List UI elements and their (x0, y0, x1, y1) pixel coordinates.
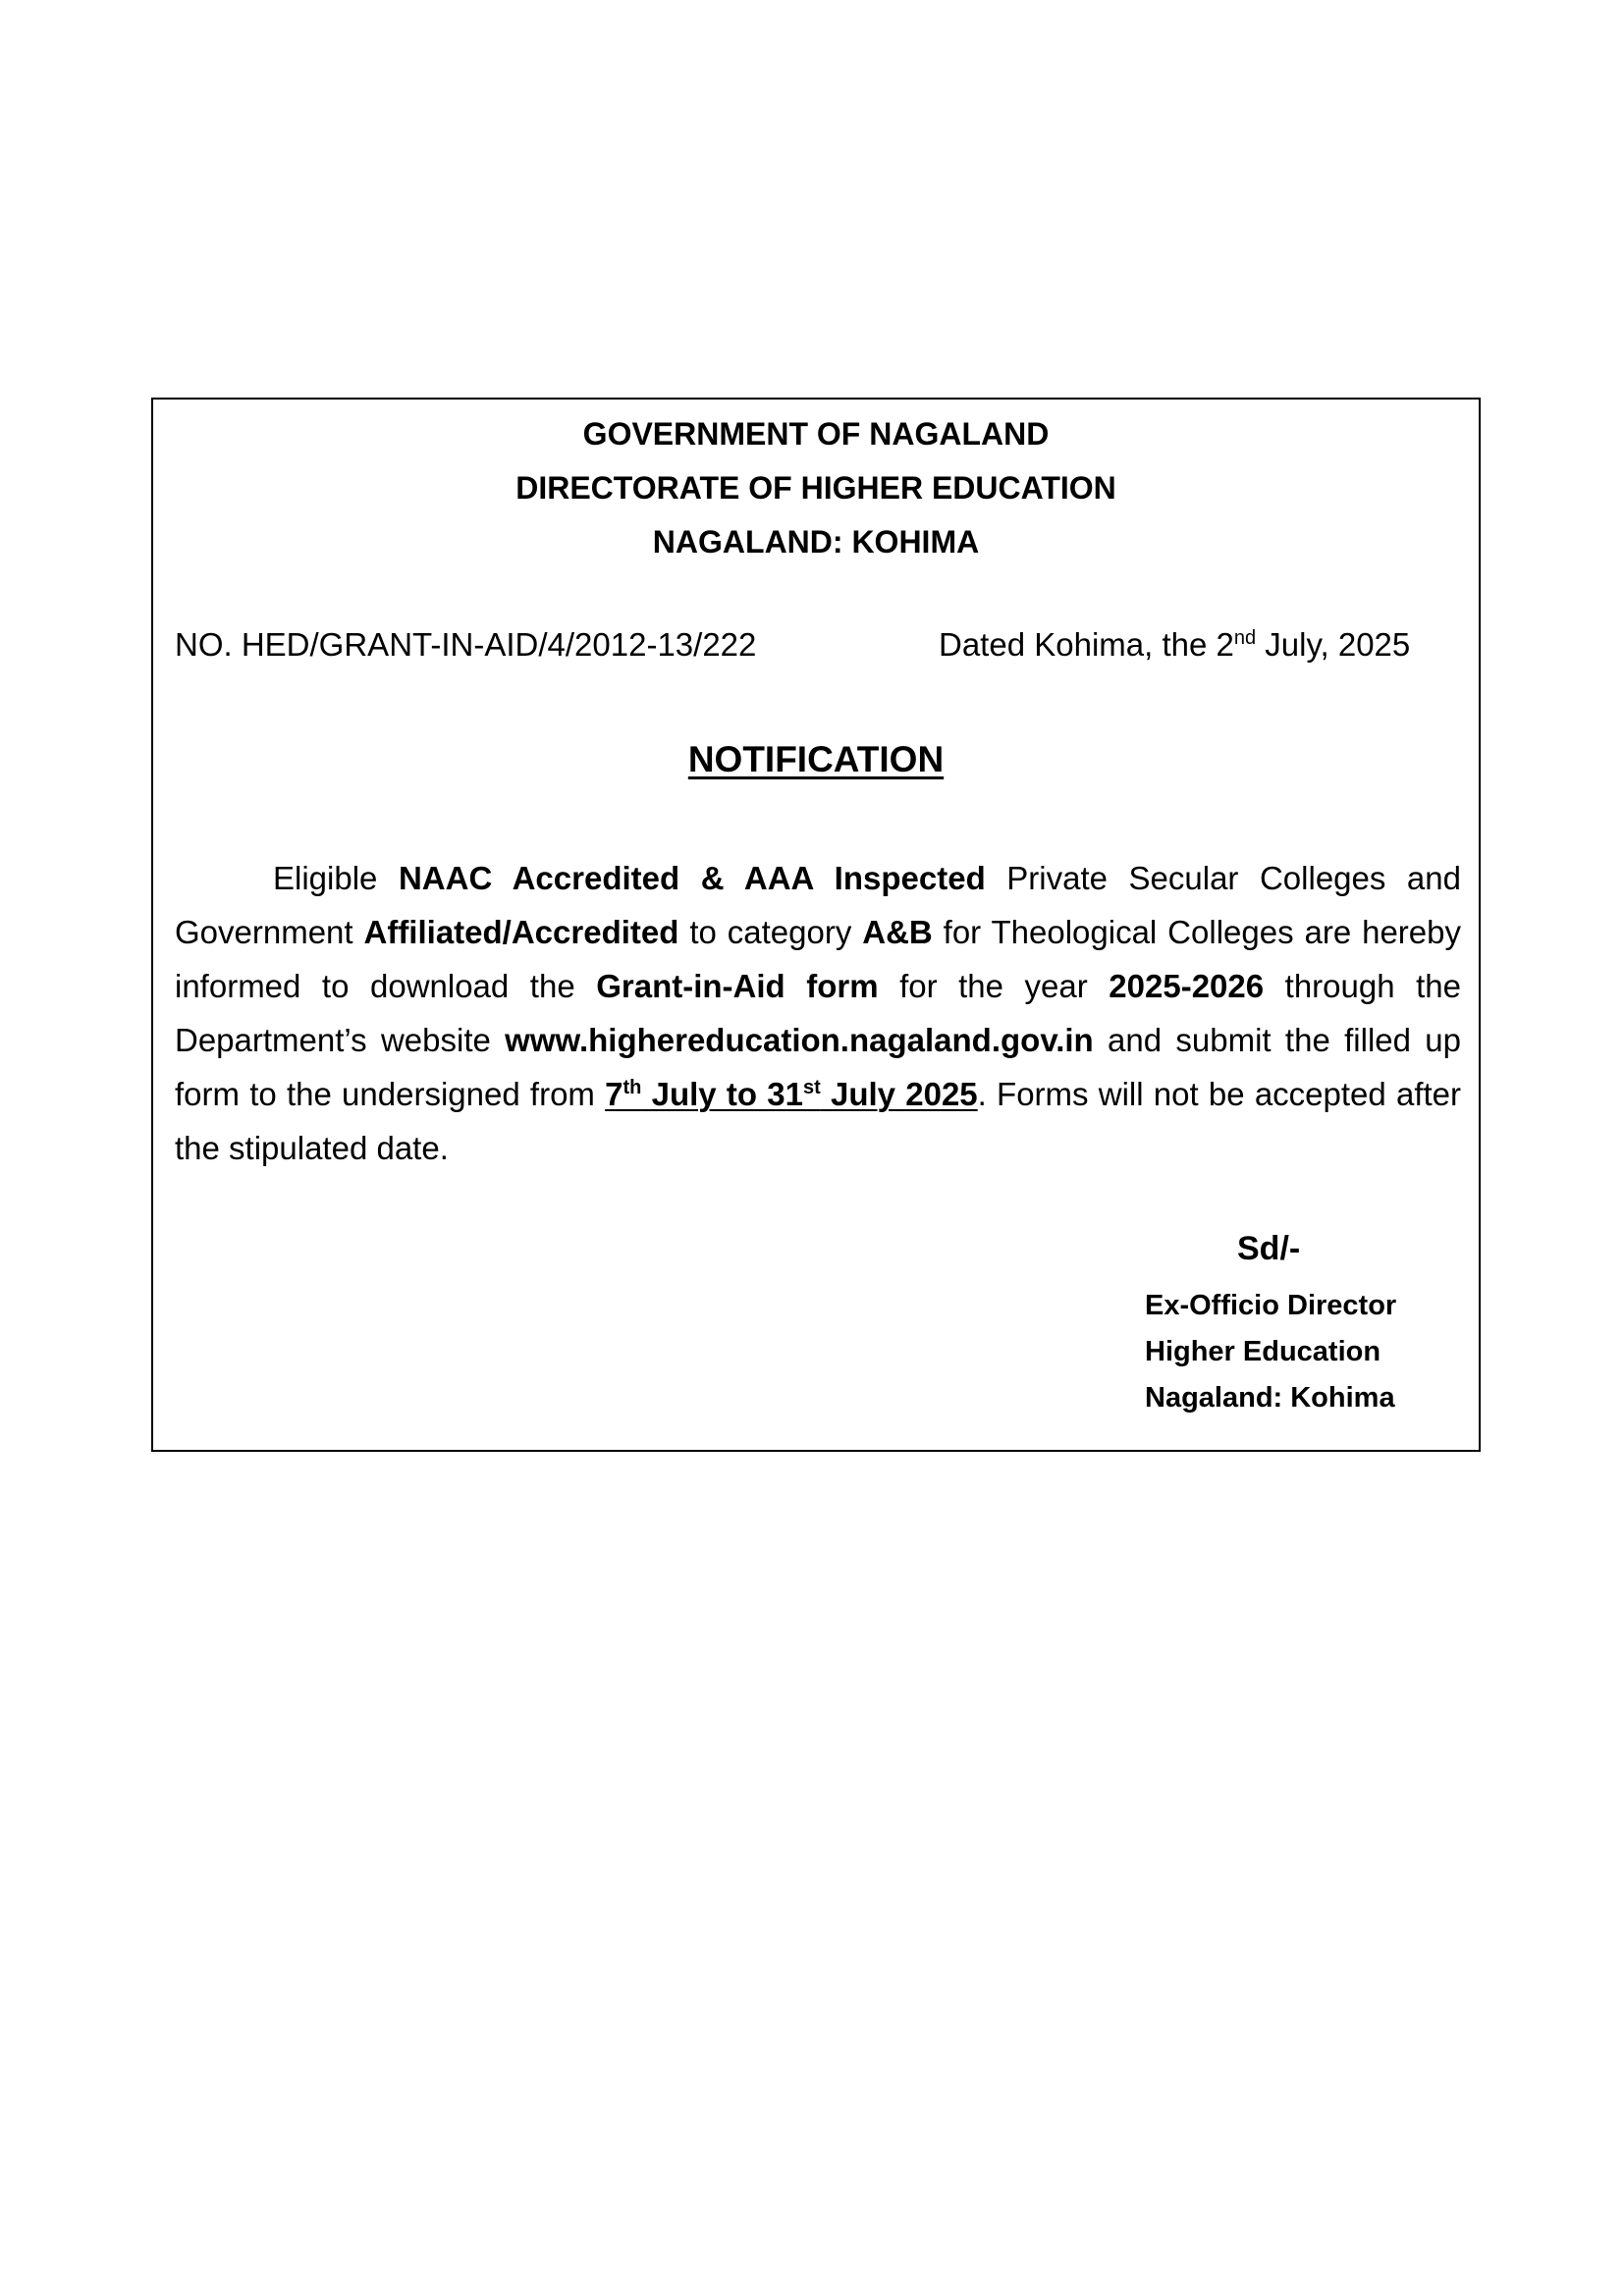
date-suffix: July, 2025 (1256, 626, 1411, 663)
body-text-1: Eligible (273, 860, 399, 896)
body-bold-naac: NAAC Accredited & AAA Inspected (398, 860, 986, 896)
header-directorate: DIRECTORATE OF HIGHER EDUCATION (515, 470, 1116, 506)
body-text-7: and submit the filled up form to the undersigned from (175, 1022, 1462, 1112)
date-range-end: July 2025 (820, 1076, 978, 1112)
header-government: GOVERNMENT OF NAGALAND (582, 416, 1050, 452)
reference-date (939, 625, 1410, 665)
date-range-mid: July to 31 (641, 1076, 803, 1112)
title-text: NOTIFICATION (687, 739, 945, 779)
body-bold-category: A&B (862, 914, 933, 950)
page-title (153, 738, 1479, 781)
date-superscript: nd (1233, 627, 1257, 649)
body-text-3: to category (678, 914, 863, 950)
body-text-2: Private Secular Colleges and Government (175, 860, 1461, 950)
date-range (605, 1076, 978, 1112)
reference-number: NO. HED/GRANT-IN-AID/4/2012-13/222 (175, 626, 757, 663)
body-bold-affiliated: Affiliated/Accredited (363, 914, 679, 950)
signature-location: Nagaland: Kohima (1145, 1382, 1395, 1414)
body-bold-year: 2025-2026 (1109, 968, 1265, 1004)
date-range-end-sup: st (802, 1077, 821, 1098)
signature-department: Higher Education (1145, 1336, 1381, 1367)
body-text-5: for the year (878, 968, 1110, 1004)
notification-body (175, 851, 1461, 1175)
date-range-start-sup: th (623, 1077, 642, 1098)
body-bold-form: Grant-in-Aid form (596, 968, 879, 1004)
header-location: NAGALAND: KOHIMA (652, 524, 980, 560)
signature-title: Ex-Officio Director (1145, 1290, 1397, 1321)
body-bold-website: www.highereducation.nagaland.gov.in (505, 1022, 1094, 1058)
body-text-4: for Theological Colleges are hereby informed to download the (175, 914, 1462, 1004)
date-range-start: 7 (605, 1076, 623, 1112)
notification-box (151, 398, 1481, 1452)
signature-sd: Sd/- (1237, 1230, 1301, 1267)
date-prefix: Dated Kohima, the 2 (939, 626, 1234, 663)
body-text-6: through the Department’s website (175, 968, 1461, 1058)
body-text-8: . Forms will not be accepted after the stipulated date. (175, 1076, 1462, 1166)
